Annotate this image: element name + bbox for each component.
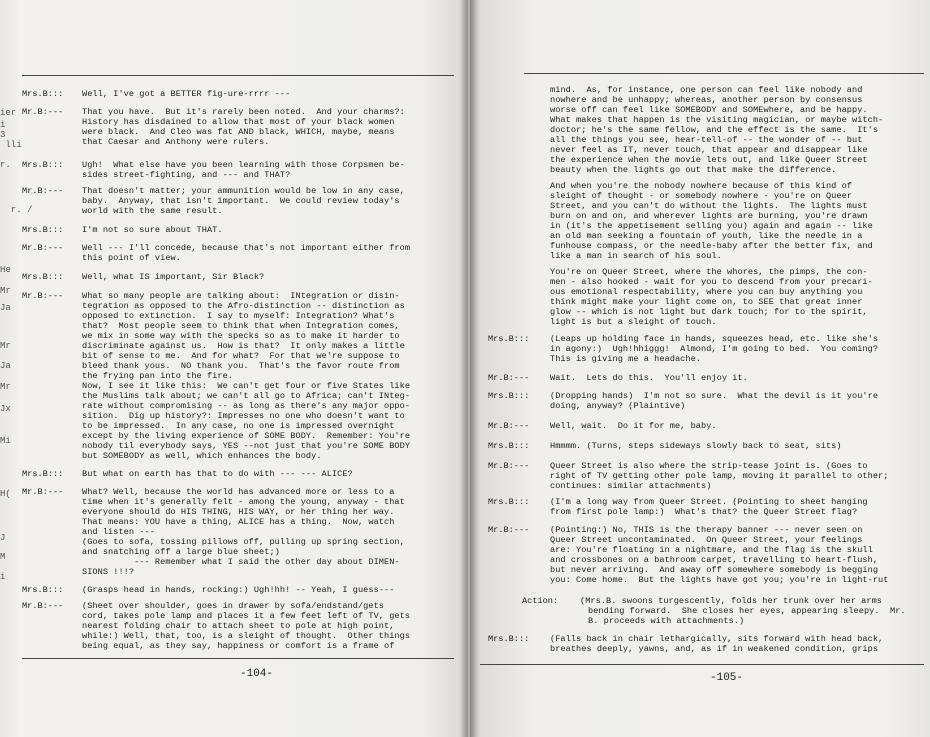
dialogue-line: the Muslims talk about; we can't all go to Africa; can't INteg- — [82, 391, 411, 401]
speaker-label: Mrs.B::: — [488, 441, 530, 451]
top-rule-right — [524, 73, 924, 74]
dialogue-line: bit of sense to me. And for what? For that we're suppose to — [82, 351, 400, 361]
right-page — [470, 0, 930, 737]
margin-fragment: ier — [0, 108, 17, 118]
dialogue-line: Well, I've got a BETTER fig-ure-rrrr --- — [82, 89, 291, 99]
dialogue-line: baby. Anyway, that isn't important. We could review today's — [82, 196, 400, 206]
narrative-line: burn on and on, and wherever lights are burning, you're drawn — [550, 211, 868, 221]
dialogue-line: Hmmmm. (Turns, steps sideways slowly back to seat, sits) — [550, 441, 842, 451]
dialogue-line: (I'm a long way from Queer Street. (Pointing to sheet hanging — [550, 497, 868, 507]
action-line: bending forward. She closes her eyes, appearing sleepy. Mr. — [588, 606, 906, 616]
dialogue-line: discriminate against us. How is that? It only makes a little — [82, 341, 405, 351]
margin-fragment: J — [0, 533, 6, 543]
dialogue-line: sition. Dig up history?: Impresses no one who doesn't want to — [82, 411, 405, 421]
dialogue-line: cord, takes pole lamp and places it a few feet left of TV, gets — [82, 611, 411, 621]
margin-fragment: r. — [0, 160, 11, 170]
action-line: B. proceeds with attachments.) — [588, 616, 745, 626]
dialogue-line: That you have. But it's rarely been noted. And your charms?: — [82, 107, 405, 117]
dialogue-line: That means: YOU have a thing, ALICE has a thing. Now, watch — [82, 517, 395, 527]
margin-fragment: lli — [0, 140, 22, 150]
book-gutter — [460, 0, 480, 737]
speaker-label: Mr.B:--- — [22, 601, 64, 611]
speaker-label: Mr.B:--- — [22, 291, 64, 301]
dialogue-line: But what on earth has that to do with --- --- ALICE? — [82, 469, 353, 479]
narrative-line: mind. As, for instance, one person can feel like nobody and — [550, 85, 863, 95]
narrative-line: beauty when the lights go out that make the difference. — [550, 165, 837, 175]
narrative-line: ous emotional respectability, where you can buy anything you — [550, 287, 863, 297]
action-line: (Mrs.B. swoons turgescently, folds her trunk over her arms — [580, 596, 883, 606]
margin-fragment: Mr — [0, 382, 11, 392]
dialogue-line: tegration as opposed to the Afro-distinction -- distinction as — [82, 301, 405, 311]
dialogue-line: (Falls back in chair lethargically, sits forward with head back, — [550, 634, 884, 644]
narrative-line: men - also hooked - wait for you to descend from your precari- — [550, 277, 873, 287]
narrative-line: like a man in search of his soul. — [550, 251, 722, 261]
dialogue-line: time when it's generally felt - among the young, anyway - that — [82, 497, 405, 507]
dialogue-line: sides street-fighting, and --- and THAT? — [82, 170, 291, 180]
dialogue-line: What so many people are talking about: INtegration or disin- — [82, 291, 400, 301]
dialogue-line: (Leaps up holding face in hands, squeezes head, etc. like she's — [550, 334, 879, 344]
speaker-label: Mr.B:--- — [22, 186, 64, 196]
dialogue-line: (Grasps head in hands, rocking:) Ugh!hh! -- Yeah, I guess--- — [82, 585, 395, 595]
dialogue-line: Well, wait. Do it for me, baby. — [550, 421, 717, 431]
dialogue-line: that? Most people seem to think that when Integration comes, — [82, 321, 400, 331]
dialogue-line: were black. And Cleo was fat AND black, WHICH, maybe, means — [82, 127, 395, 137]
narrative-line: You're on Queer Street, where the whores, the pimps, the con- — [550, 267, 868, 277]
narrative-line: think might make your light come on, to SEE that great inner — [550, 297, 863, 307]
margin-fragment: i — [0, 572, 6, 582]
dialogue-line: Wait. Lets do this. You'll enjoy it. — [550, 373, 748, 383]
speaker-label: Mrs.B::: — [22, 225, 64, 235]
dialogue-line: rate without compromising -- as long as there's any major oppo- — [82, 401, 411, 411]
narrative-line: Street, and you can't do without the lights. The lights must — [550, 201, 868, 211]
dialogue-line: This is giving me a headache. — [550, 354, 702, 364]
dialogue-line: and listen --- — [82, 527, 155, 537]
dialogue-line: while:) Well, that, too, is a sleight of thought. Other things — [82, 631, 411, 641]
dialogue-line: Queer Street is also where the strip-tease joint is. (Goes to — [550, 461, 868, 471]
margin-fragment: r. / — [0, 205, 33, 215]
speaker-label: Mrs.B::: — [488, 391, 530, 401]
dialogue-line: nearest folding chair to attach sheet to pole at high point, — [82, 621, 395, 631]
dialogue-line: breathes deeply, yawns, and, as if in weakened condition, grips — [550, 644, 879, 654]
margin-fragment: H( — [0, 489, 11, 499]
narrative-line: What makes that happen is the visiting magician, or maybe witch- — [550, 115, 884, 125]
speaker-label: Mr.B:--- — [488, 373, 530, 383]
top-rule-left — [22, 75, 454, 76]
speaker-label: Mrs.B::: — [488, 334, 530, 344]
dialogue-line: but SOMEBODY as well, which enhances the body. — [82, 451, 322, 461]
narrative-line: an old man seeking a fountain of youth, like the needle in a — [550, 231, 863, 241]
dialogue-line: world with the same result. — [82, 206, 223, 216]
narrative-line: glow -- which is not light but dark touch; for to the spirit, — [550, 307, 868, 317]
narrative-line: never feel as IT, never touch, that appear and disappear like — [550, 145, 868, 155]
speaker-label: Mrs.B::: — [488, 634, 530, 644]
dialogue-line: in agony:) Ugh!hhiggg! Almond, I'm going to bed. You coming? — [550, 344, 879, 354]
dialogue-line: opposed to extinction. I say to myself: Integration? What's — [82, 311, 395, 321]
speaker-label: Mrs.B::: — [22, 89, 64, 99]
margin-fragment: Jx — [0, 404, 11, 414]
dialogue-line: everyone should do HIS THING, HIS WAY, or her thing her way. — [82, 507, 395, 517]
dialogue-line: are: You're floating in a nightmare, and the flag is the skull — [550, 545, 873, 555]
dialogue-line: doing, anyway? (Plaintive) — [550, 401, 686, 411]
narrative-line: nowhere and be unhappy; whereas, another person by consensus — [550, 95, 863, 105]
dialogue-line: (Goes to sofa, tossing pillows off, pulling up spring section, — [82, 537, 405, 547]
margin-fragment: M — [0, 552, 6, 562]
margin-fragment: Ja — [0, 303, 11, 313]
dialogue-line: from first pole lamp:) What's that? the Queer Street flag? — [550, 507, 858, 517]
narrative-line: light is but a sleight of touch. — [550, 317, 717, 327]
speaker-label: Mr.B:--- — [22, 487, 64, 497]
speaker-label: Mrs.B::: — [22, 272, 64, 282]
dialogue-line: SIONS !!!? — [82, 567, 135, 577]
margin-fragment: Ja — [0, 361, 11, 371]
speaker-label: Mr.B:--- — [488, 461, 530, 471]
dialogue-line: That doesn't matter; your ammunition would be low in any case, — [82, 186, 405, 196]
dialogue-line: being equal, as they say, happiness or comfort is a frame of — [82, 641, 395, 651]
dialogue-line: (Dropping hands) I'm not so sure. What the devil is it you're — [550, 391, 879, 401]
dialogue-line: Queer Street uncontaminated. On Queer Street, your feelings — [550, 535, 863, 545]
dialogue-line: right of TV getting other pole lamp, moving it parallel to other; — [550, 471, 889, 481]
dialogue-line: except by the living experience of SOME BODY. Remember: You're — [82, 431, 411, 441]
dialogue-line: bleed thank yous. NO thank you. That's the favor route from — [82, 361, 400, 371]
narrative-line: all the things you see, hear-tell-of -- the wonder of -- but — [550, 135, 863, 145]
dialogue-line: you: Come home. But the lights have got you; you're in light-rut — [550, 575, 889, 585]
bottom-rule-right — [480, 664, 924, 665]
dialogue-line: Well --- I'll concede, because that's not important either from — [82, 243, 411, 253]
narrative-line: funhouse compass, or the needle-baby after the better fix, and — [550, 241, 873, 251]
dialogue-line: History has disdained to allow that most of your black women — [82, 117, 395, 127]
page-number-104: -104- — [240, 668, 274, 680]
speaker-label: Mr.B:--- — [488, 525, 530, 535]
speaker-label: Mrs.B::: — [22, 469, 64, 479]
dialogue-line: (Pointing:) No, THIS is the therapy banner --- never seen on — [550, 525, 863, 535]
narrative-line: sleight of thought - or somebody nowhere - you're on Queer — [550, 191, 853, 201]
dialogue-line: we mix in some way with the specks so as to make it harder to — [82, 331, 400, 341]
dialogue-line: (Sheet over shoulder, goes in drawer by sofa/endstand/gets — [82, 601, 385, 611]
dialogue-line: that Caesar and Anthony were rulers. — [82, 137, 270, 147]
margin-fragment: Mr — [0, 341, 11, 351]
dialogue-line: continues: similar attachments) — [550, 481, 712, 491]
margin-fragment: Mr — [0, 286, 11, 296]
action-label: Action: — [522, 596, 559, 606]
speaker-label: Mr.B:--- — [22, 107, 64, 117]
speaker-label: Mrs.B::: — [22, 160, 64, 170]
dialogue-line: but never arriving. And away off somewhere somebody is begging — [550, 565, 879, 575]
dialogue-line: the frying pan into the fire. — [82, 371, 234, 381]
dialogue-line: this point of view. — [82, 253, 181, 263]
dialogue-line: What? Well, because the world has advanced more or less to a — [82, 487, 395, 497]
page-number-105: -105- — [710, 672, 744, 684]
margin-fragment: Mi — [0, 436, 11, 446]
margin-fragment: 3 — [0, 130, 6, 140]
margin-fragment: i — [0, 120, 6, 130]
speaker-label: Mrs.B::: — [22, 585, 64, 595]
dialogue-line: Ugh! What else have you been learning with those Corpsmen be- — [82, 160, 405, 170]
narrative-line: doctor; he's the same fellow, and the effect is the same. It's — [550, 125, 879, 135]
narrative-line: And when you're the nobody nowhere because of this kind of — [550, 181, 853, 191]
dialogue-line: to be impressed. In any case, no one is impressed overnight — [82, 421, 395, 431]
dialogue-line: and crossbones on a bathroom carpet, travelling to heart-flush, — [550, 555, 879, 565]
speaker-label: Mrs.B::: — [488, 497, 530, 507]
dialogue-line: and snatching off a large blue sheet;) — [82, 547, 280, 557]
dialogue-line: --- Remember what I said the other day about DIMEN- — [82, 557, 400, 567]
margin-fragment: He — [0, 265, 11, 275]
narrative-line: worse off can feel like SOMEBODY and SOMEwhere, and be happy. — [550, 105, 868, 115]
dialogue-line: Well, what IS important, Sir Black? — [82, 272, 265, 282]
dialogue-line: nobody til everybody says, YES --not just that you're SOME BODY — [82, 441, 411, 451]
narrative-line: in (it's the appetisement selling you) again and again -- like — [550, 221, 873, 231]
bottom-rule-left — [22, 658, 454, 659]
dialogue-line: I'm not so sure about THAT. — [82, 225, 223, 235]
speaker-label: Mr.B:--- — [22, 243, 64, 253]
narrative-line: the experience when the movie lets out, and like Queer Street — [550, 155, 868, 165]
dialogue-line: Now, I see it like this: We can't get four or five States like — [82, 381, 411, 391]
speaker-label: Mr.B:--- — [488, 421, 530, 431]
